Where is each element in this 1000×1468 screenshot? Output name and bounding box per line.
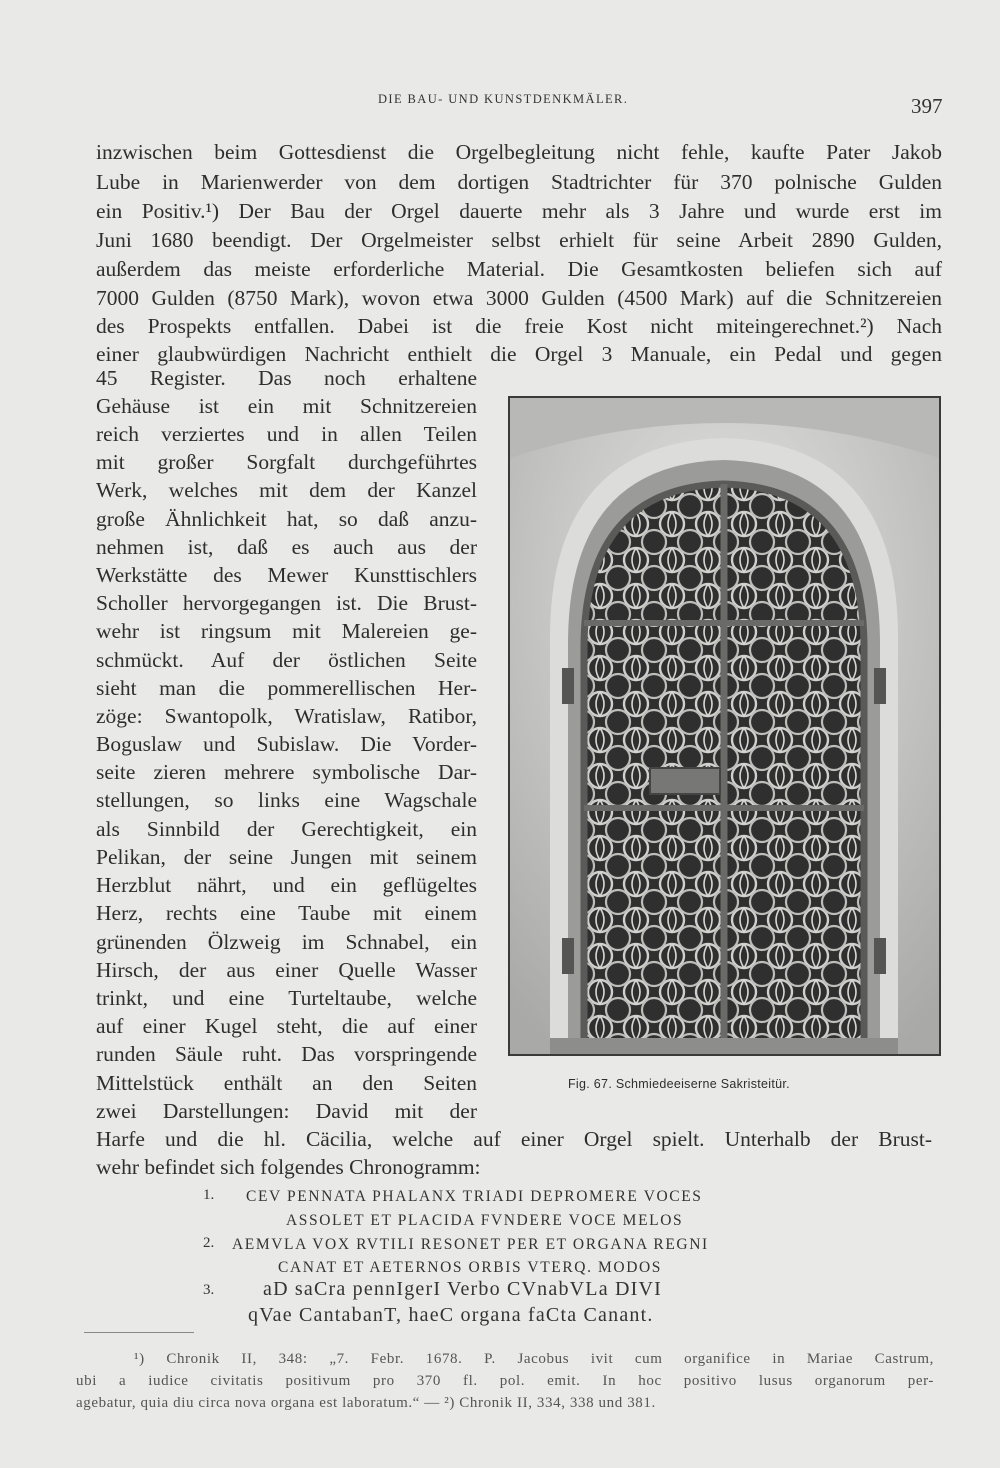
text-line: sieht man die pommerellischen Her- bbox=[96, 676, 477, 700]
text-line: große Ähnlichkeit hat, so daß anzu- bbox=[96, 507, 477, 531]
text-line: Mittelstück enthält an den Seiten bbox=[96, 1071, 477, 1095]
page-number: 397 bbox=[911, 94, 943, 118]
text-line: 45 Register. Das noch erhaltene bbox=[96, 366, 477, 390]
text-line: zwei Darstellungen: David mit der bbox=[96, 1099, 477, 1123]
text-line: als Sinnbild der Gerechtigkeit, ein bbox=[96, 817, 477, 841]
text-line: Juni 1680 beendigt. Der Orgelmeister selbst erhielt für seine Arbeit 2890 Gulden, bbox=[96, 228, 942, 252]
text-line: reich verziertes und in allen Teilen bbox=[96, 422, 477, 446]
text-line: einer glaubwürdigen Nachricht enthielt die Orgel 3 Manuale, ein Pedal und gegen bbox=[96, 342, 942, 366]
text-line: Hirsch, der aus einer Quelle Wasser bbox=[96, 958, 477, 982]
chronogram-line: CEV PENNATA PHALANX TRIADI DEPROMERE VOCES bbox=[246, 1188, 703, 1205]
chronogram-line: qVae CantabanT, haeC organa faCta Canant. bbox=[248, 1304, 654, 1326]
footnote-line: ¹) Chronik II, 348: „7. Febr. 1678. P. Jacobus ivit cum organifice in Mariae Castrum, bbox=[134, 1351, 934, 1367]
text-line: Herzblut nährt, und ein geflügeltes bbox=[96, 873, 477, 897]
chronogram-line: AEMVLA VOX RVTILI RESONET PER ET ORGANA REGNI bbox=[232, 1236, 709, 1253]
text-line: inzwischen beim Gottesdienst die Orgelbegleitung nicht fehle, kaufte Pater Jakob bbox=[96, 140, 942, 164]
text-line: Harfe und die hl. Cäcilia, welche auf einer Orgel spielt. Unterhalb der Brust- bbox=[96, 1127, 932, 1151]
chronogram-line: aD saCra pennIgerI Verbo CVnabVLa DIVI bbox=[263, 1278, 662, 1300]
chronogram-number: 1. bbox=[203, 1187, 215, 1203]
text-line: 7000 Gulden (8750 Mark), wovon etwa 3000 Gulden (4500 Mark) auf die Schnitzereien bbox=[96, 286, 942, 310]
chronogram-number: 3. bbox=[203, 1282, 215, 1298]
text-line: wehr befindet sich folgendes Chronogramm: bbox=[96, 1155, 481, 1179]
text-line: nehmen ist, daß es auch aus der bbox=[96, 535, 477, 559]
text-line: mit großer Sorgfalt durchgeführtes bbox=[96, 450, 477, 474]
text-line: zöge: Swantopolk, Wratislaw, Ratibor, bbox=[96, 704, 477, 728]
text-line: Gehäuse ist ein mit Schnitzereien bbox=[96, 394, 477, 418]
chronogram-line: ASSOLET ET PLACIDA FVNDERE VOCE MELOS bbox=[286, 1212, 684, 1229]
text-line: des Prospekts entfallen. Dabei ist die freie Kost nicht miteingerechnet.²) Nach bbox=[96, 314, 942, 338]
running-title: DIE BAU- UND KUNSTDENKMÄLER. bbox=[378, 92, 629, 106]
footnote-line: ubi a iudice civitatis positivum pro 370 fl. pol. emit. In hoc positivo lusus organorum per- bbox=[76, 1373, 934, 1389]
text-line: Werk, welches mit dem der Kanzel bbox=[96, 478, 477, 502]
text-line: ein Positiv.¹) Der Bau der Orgel dauerte mehr als 3 Jahre und wurde erst im bbox=[96, 199, 942, 223]
footnote-divider bbox=[84, 1332, 194, 1333]
text-line: Herz, rechts eine Taube mit einem bbox=[96, 901, 477, 925]
text-line: runden Säule ruht. Das vorspringende bbox=[96, 1042, 477, 1066]
text-line: Boguslaw und Subislaw. Die Vorder- bbox=[96, 732, 477, 756]
text-line: grünenden Ölzweig im Schnabel, ein bbox=[96, 930, 477, 954]
text-line: außerdem das meiste erforderliche Material. Die Gesamtkosten beliefen sich auf bbox=[96, 257, 942, 281]
text-line: Werkstätte des Mewer Kunsttischlers bbox=[96, 563, 477, 587]
text-line: auf einer Kugel steht, die auf einer bbox=[96, 1014, 477, 1038]
door-illustration bbox=[510, 398, 939, 1054]
chronogram-number: 2. bbox=[203, 1235, 215, 1251]
text-line: schmückt. Auf der östlichen Seite bbox=[96, 648, 477, 672]
text-line: wehr ist ringsum mit Malereien ge- bbox=[96, 619, 477, 643]
text-line: trinkt, und eine Turteltaube, welche bbox=[96, 986, 477, 1010]
text-line: Scholler hervorgegangen ist. Die Brust- bbox=[96, 591, 477, 615]
figure-photo-door bbox=[508, 396, 941, 1056]
text-line: stellungen, so links eine Wagschale bbox=[96, 788, 477, 812]
chronogram-line: CANAT ET AETERNOS ORBIS VTERQ. MODOS bbox=[278, 1259, 663, 1276]
figure-caption: Fig. 67. Schmiedeeiserne Sakristeitür. bbox=[568, 1077, 790, 1091]
text-line: Pelikan, der seine Jungen mit seinem bbox=[96, 845, 477, 869]
footnote-line: agebatur, quia diu circa nova organa est laboratum.“ — ²) Chronik II, 334, 338 und 381. bbox=[76, 1395, 656, 1411]
text-line: seite zieren mehrere symbolische Dar- bbox=[96, 760, 477, 784]
text-line: Lube in Marienwerder von dem dortigen Stadtrichter für 370 polnische Gulden bbox=[96, 170, 942, 194]
